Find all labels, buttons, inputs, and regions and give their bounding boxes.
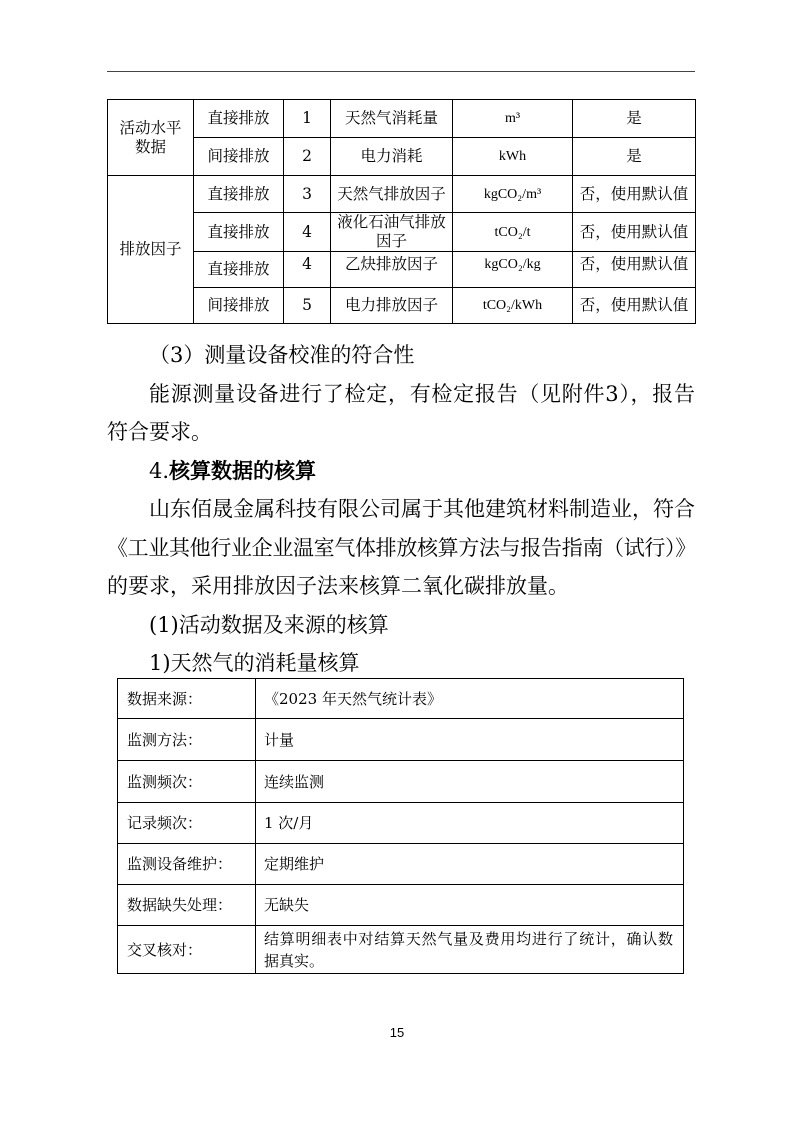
item-number-cell: 1 (284, 100, 331, 138)
field-label: 交叉核对： (118, 926, 256, 974)
table-row (108, 213, 696, 252)
item-name-cell: 液化石油气排放因子 (331, 213, 453, 252)
emission-factor-table (107, 99, 696, 324)
table-row (118, 844, 684, 885)
item-number-cell: 3 (284, 176, 331, 213)
emission-type-cell: 间接排放 (194, 288, 284, 324)
status-cell: 否，使用默认值 (573, 288, 696, 324)
group-label-line: 数据 (134, 137, 166, 156)
body-text (107, 336, 695, 683)
unit-cell: m³ (453, 100, 573, 138)
header-rule (107, 71, 695, 72)
section-number: 4. (149, 458, 170, 483)
status-cell: 否，使用默认值 (573, 213, 696, 252)
emission-type-cell: 直接排放 (194, 176, 284, 213)
field-value (256, 885, 684, 926)
status-cell: 否，使用默认值 (573, 176, 696, 213)
table-row (108, 100, 696, 138)
field-value-line: 连续监测 (264, 772, 325, 791)
unit-cell: kgCO₂/kg (453, 252, 573, 288)
calibration-heading: （3）测量设备校准的符合性 (149, 343, 415, 367)
table-row (118, 719, 684, 761)
unit-cell: kgCO₂/m³ (453, 176, 573, 213)
unit-cell: tCO₂/kWh (453, 288, 573, 324)
item-name-cell: 乙炔排放因子 (331, 252, 453, 288)
item-name-cell: 电力消耗 (331, 138, 453, 176)
field-value (256, 844, 684, 885)
table-row (108, 288, 696, 324)
item-name-cell: 电力排放因子 (331, 288, 453, 324)
field-label: 监测设备维护： (118, 844, 256, 885)
paragraph-line: 的要求，采用排放因子法来核算二氧化碳排放量。 (107, 574, 569, 598)
group-label-cell (108, 100, 194, 176)
paragraph-line: 《工业其他行业企业温室气体排放核算方法与报告指南（试行）》 (107, 535, 695, 560)
emission-type-cell: 直接排放 (194, 252, 284, 288)
paragraph-line: 能源测量设备进行了检定，有检定报告（见附件3），报告 (149, 381, 695, 406)
paragraph-line: 山东佰晟金属科技有限公司属于其他建筑材料制造业，符合 (149, 497, 695, 521)
table-row (118, 679, 684, 719)
monitoring-info-table (117, 678, 684, 974)
field-value-line: 《2023 年天然气统计表》 (264, 689, 442, 708)
table-row (108, 176, 696, 213)
table-row (118, 761, 684, 803)
field-value (256, 803, 684, 844)
item-number-cell: 4 (284, 213, 331, 252)
group-label-line: 排放因子 (119, 240, 182, 258)
emission-type-cell: 直接排放 (194, 100, 284, 138)
item-number-cell: 5 (284, 288, 331, 324)
table-row (108, 138, 696, 176)
field-value-line: 定期维护 (264, 855, 325, 873)
field-label: 监测频次： (118, 761, 256, 803)
emission-type-cell: 间接排放 (194, 138, 284, 176)
emission-type-cell: 直接排放 (194, 213, 284, 252)
table-row (118, 926, 684, 974)
table-row (108, 252, 696, 288)
unit-cell: tCO₂/t (453, 213, 573, 252)
field-value-line: 结算明细表中对结算天然气量及费用均进行了统计，确认数 (264, 929, 673, 948)
field-label: 监测方法： (118, 719, 256, 761)
section-title: 核算数据的核算 (169, 457, 317, 483)
field-value-line: 1 次/月 (264, 814, 314, 832)
item-name-cell: 天然气消耗量 (331, 100, 453, 138)
group-label-cell (108, 176, 194, 324)
field-value (256, 679, 684, 719)
section-heading (107, 452, 695, 491)
table-row (118, 803, 684, 844)
field-value (256, 719, 684, 761)
paragraph-line: 符合要求。 (107, 420, 212, 444)
field-value (256, 926, 684, 974)
unit-cell: kWh (453, 138, 573, 176)
status-cell: 是 (573, 100, 696, 138)
table-row (118, 885, 684, 926)
field-value-line: 据真实。 (264, 951, 325, 970)
item-number-cell: 2 (284, 138, 331, 176)
field-value-line: 计量 (264, 730, 295, 749)
field-label: 记录频次： (118, 803, 256, 844)
page-number: 15 (389, 1025, 405, 1040)
subsection-heading: (1)活动数据及来源的核算 (149, 612, 389, 637)
status-cell: 否，使用默认值 (573, 252, 696, 288)
field-value (256, 761, 684, 803)
status-cell: 是 (573, 138, 696, 176)
field-label: 数据缺失处理： (118, 885, 256, 926)
field-value-line: 无缺失 (264, 896, 310, 914)
field-label: 数据来源： (118, 679, 256, 719)
item-name-cell: 天然气排放因子 (331, 176, 453, 213)
item-number-cell: 4 (284, 252, 331, 288)
subsection-heading: 1)天然气的消耗量核算 (149, 651, 360, 675)
group-label-line: 活动水平 (119, 118, 182, 137)
